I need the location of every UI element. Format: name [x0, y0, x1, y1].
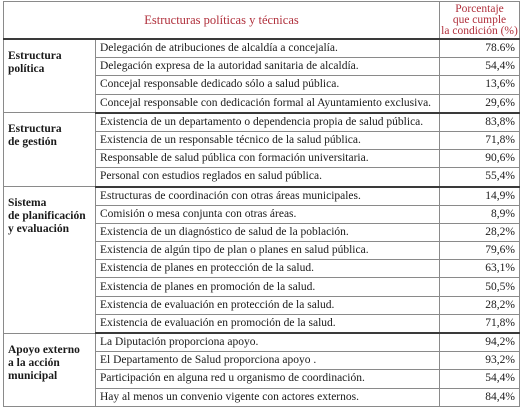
- condition-description: Participación en alguna red u organismo de coordinación.: [96, 370, 440, 388]
- condition-percentage: 14,9%: [440, 187, 520, 206]
- condition-description: Hay al menos un convenio vigente con actores externos.: [96, 388, 440, 406]
- condition-percentage: 79,6%: [440, 242, 520, 260]
- condition-description: Delegación expresa de la autoridad sanitaria de alcaldía.: [96, 58, 440, 76]
- condition-description: Existencia de evaluación en protección de la salud.: [96, 296, 440, 314]
- condition-percentage: 8,9%: [440, 205, 520, 223]
- table-header-row: [4, 2, 520, 40]
- condition-percentage: 55,4%: [440, 168, 520, 187]
- table-body: [4, 39, 520, 406]
- condition-description: Comisión o mesa conjunta con otras áreas.: [96, 205, 440, 223]
- header-percentage: [440, 2, 520, 40]
- group-label-line: de planificación: [8, 210, 86, 222]
- condition-description: Existencia de un diagnóstico de salud de la población.: [96, 223, 440, 241]
- header-pct-line2: que cumple: [452, 13, 507, 26]
- group-label-line: de gestión: [8, 136, 57, 149]
- condition-description: El Departamento de Salud proporciona apoyo .: [96, 352, 440, 370]
- condition-percentage: 84,4%: [440, 388, 520, 406]
- condition-percentage: 90,6%: [440, 150, 520, 168]
- condition-description: Existencia de planes en protección de la salud.: [96, 260, 440, 278]
- condition-description: Existencia de evaluación en promoción de la salud.: [96, 314, 440, 333]
- condition-description: La Diputación proporciona apoyo.: [96, 333, 440, 352]
- group-label: [4, 39, 96, 113]
- condition-percentage: 29,6%: [440, 94, 520, 113]
- group-label: [4, 113, 96, 187]
- header-pct-line1: Porcentaje: [455, 2, 504, 15]
- group-label-line: Estructura: [8, 123, 62, 136]
- condition-description: Existencia de planes en promoción de la salud.: [96, 278, 440, 296]
- condition-percentage: 50,5%: [440, 278, 520, 296]
- structures-table: [3, 1, 520, 407]
- condition-percentage: 71,8%: [440, 314, 520, 333]
- condition-description: Estructuras de coordinación con otras áreas municipales.: [96, 187, 440, 206]
- condition-percentage: 54,4%: [440, 58, 520, 76]
- group-label: [4, 333, 96, 406]
- table-row: [4, 39, 520, 58]
- group-label-line: a la acción: [8, 356, 60, 369]
- header-structures: Estructuras políticas y técnicas: [4, 2, 440, 40]
- group-label-line: municipal: [8, 369, 58, 382]
- group-label-line: política: [8, 63, 45, 75]
- condition-percentage: 94,2%: [440, 333, 520, 352]
- condition-percentage: 93,2%: [440, 352, 520, 370]
- condition-description: Delegación de atribuciones de alcaldía a concejalía.: [96, 39, 440, 58]
- group-label: [4, 187, 96, 334]
- condition-description: Concejal responsable dedicado sólo a salud pública.: [96, 76, 440, 94]
- condition-description: Existencia de un responsable técnico de la salud pública.: [96, 131, 440, 149]
- group-label-line: y evaluación: [8, 223, 70, 235]
- condition-description: Existencia de un departamento o dependencia propia de salud pública.: [96, 113, 440, 132]
- group-label-line: Apoyo externo: [8, 343, 80, 356]
- condition-percentage: 78.6%: [440, 39, 520, 58]
- condition-description: Personal con estudios reglados en salud pública.: [96, 168, 440, 187]
- group-label-line: Sistema: [8, 197, 47, 209]
- table-row: [4, 113, 520, 132]
- condition-percentage: 71,8%: [440, 131, 520, 149]
- table-row: [4, 333, 520, 352]
- condition-percentage: 63,1%: [440, 260, 520, 278]
- condition-description: Concejal responsable con dedicación formal al Ayuntamiento exclusiva.: [96, 94, 440, 113]
- condition-description: Existencia de algún tipo de plan o planes en salud pública.: [96, 242, 440, 260]
- condition-percentage: 83,8%: [440, 113, 520, 132]
- condition-percentage: 28,2%: [440, 296, 520, 314]
- condition-percentage: 54,4%: [440, 370, 520, 388]
- header-pct-line3: la condición (%): [441, 24, 518, 37]
- group-label-line: Estructura: [8, 50, 62, 62]
- condition-percentage: 13,6%: [440, 76, 520, 94]
- condition-percentage: 28,2%: [440, 223, 520, 241]
- table-row: [4, 187, 520, 206]
- condition-description: Responsable de salud pública con formación universitaria.: [96, 150, 440, 168]
